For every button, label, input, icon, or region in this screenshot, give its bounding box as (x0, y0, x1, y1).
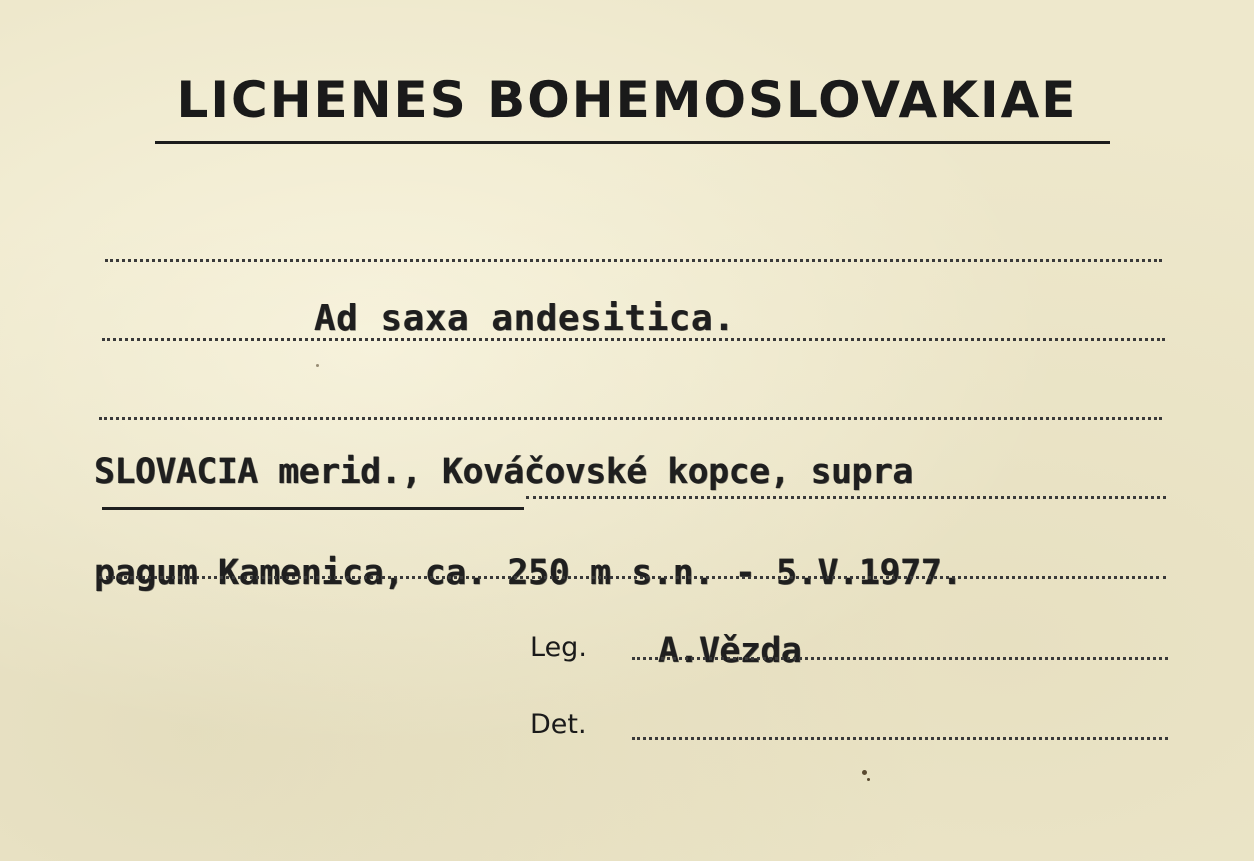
locality-text-line-1: SLOVACIA merid., Kováčovské kopce, supra (94, 452, 913, 492)
det-label: Det. (530, 709, 587, 740)
leg-label: Leg. (530, 632, 587, 663)
dotted-line-2 (102, 338, 1165, 341)
country-underline (102, 507, 524, 510)
dotted-line-3 (99, 417, 1162, 420)
substrate-text: Ad saxa andesitica. (314, 298, 736, 339)
paper-speck (867, 778, 870, 781)
locality-text-line-2: pagum Kamenica, ca. 250 m s.n. - 5.V.1977. (94, 553, 963, 593)
label-header-title: LICHENES BOHEMOSLOVAKIAE (176, 71, 1078, 129)
paper-speck (316, 364, 319, 367)
leg-dotted-line (632, 657, 1168, 660)
dotted-line-1 (105, 259, 1162, 262)
paper-speck (862, 770, 867, 775)
dotted-line-4 (526, 496, 1166, 499)
collector-name: A.Vězda (658, 631, 802, 671)
header-underline (155, 141, 1110, 144)
det-dotted-line (632, 737, 1168, 740)
dotted-line-5 (99, 576, 1166, 579)
